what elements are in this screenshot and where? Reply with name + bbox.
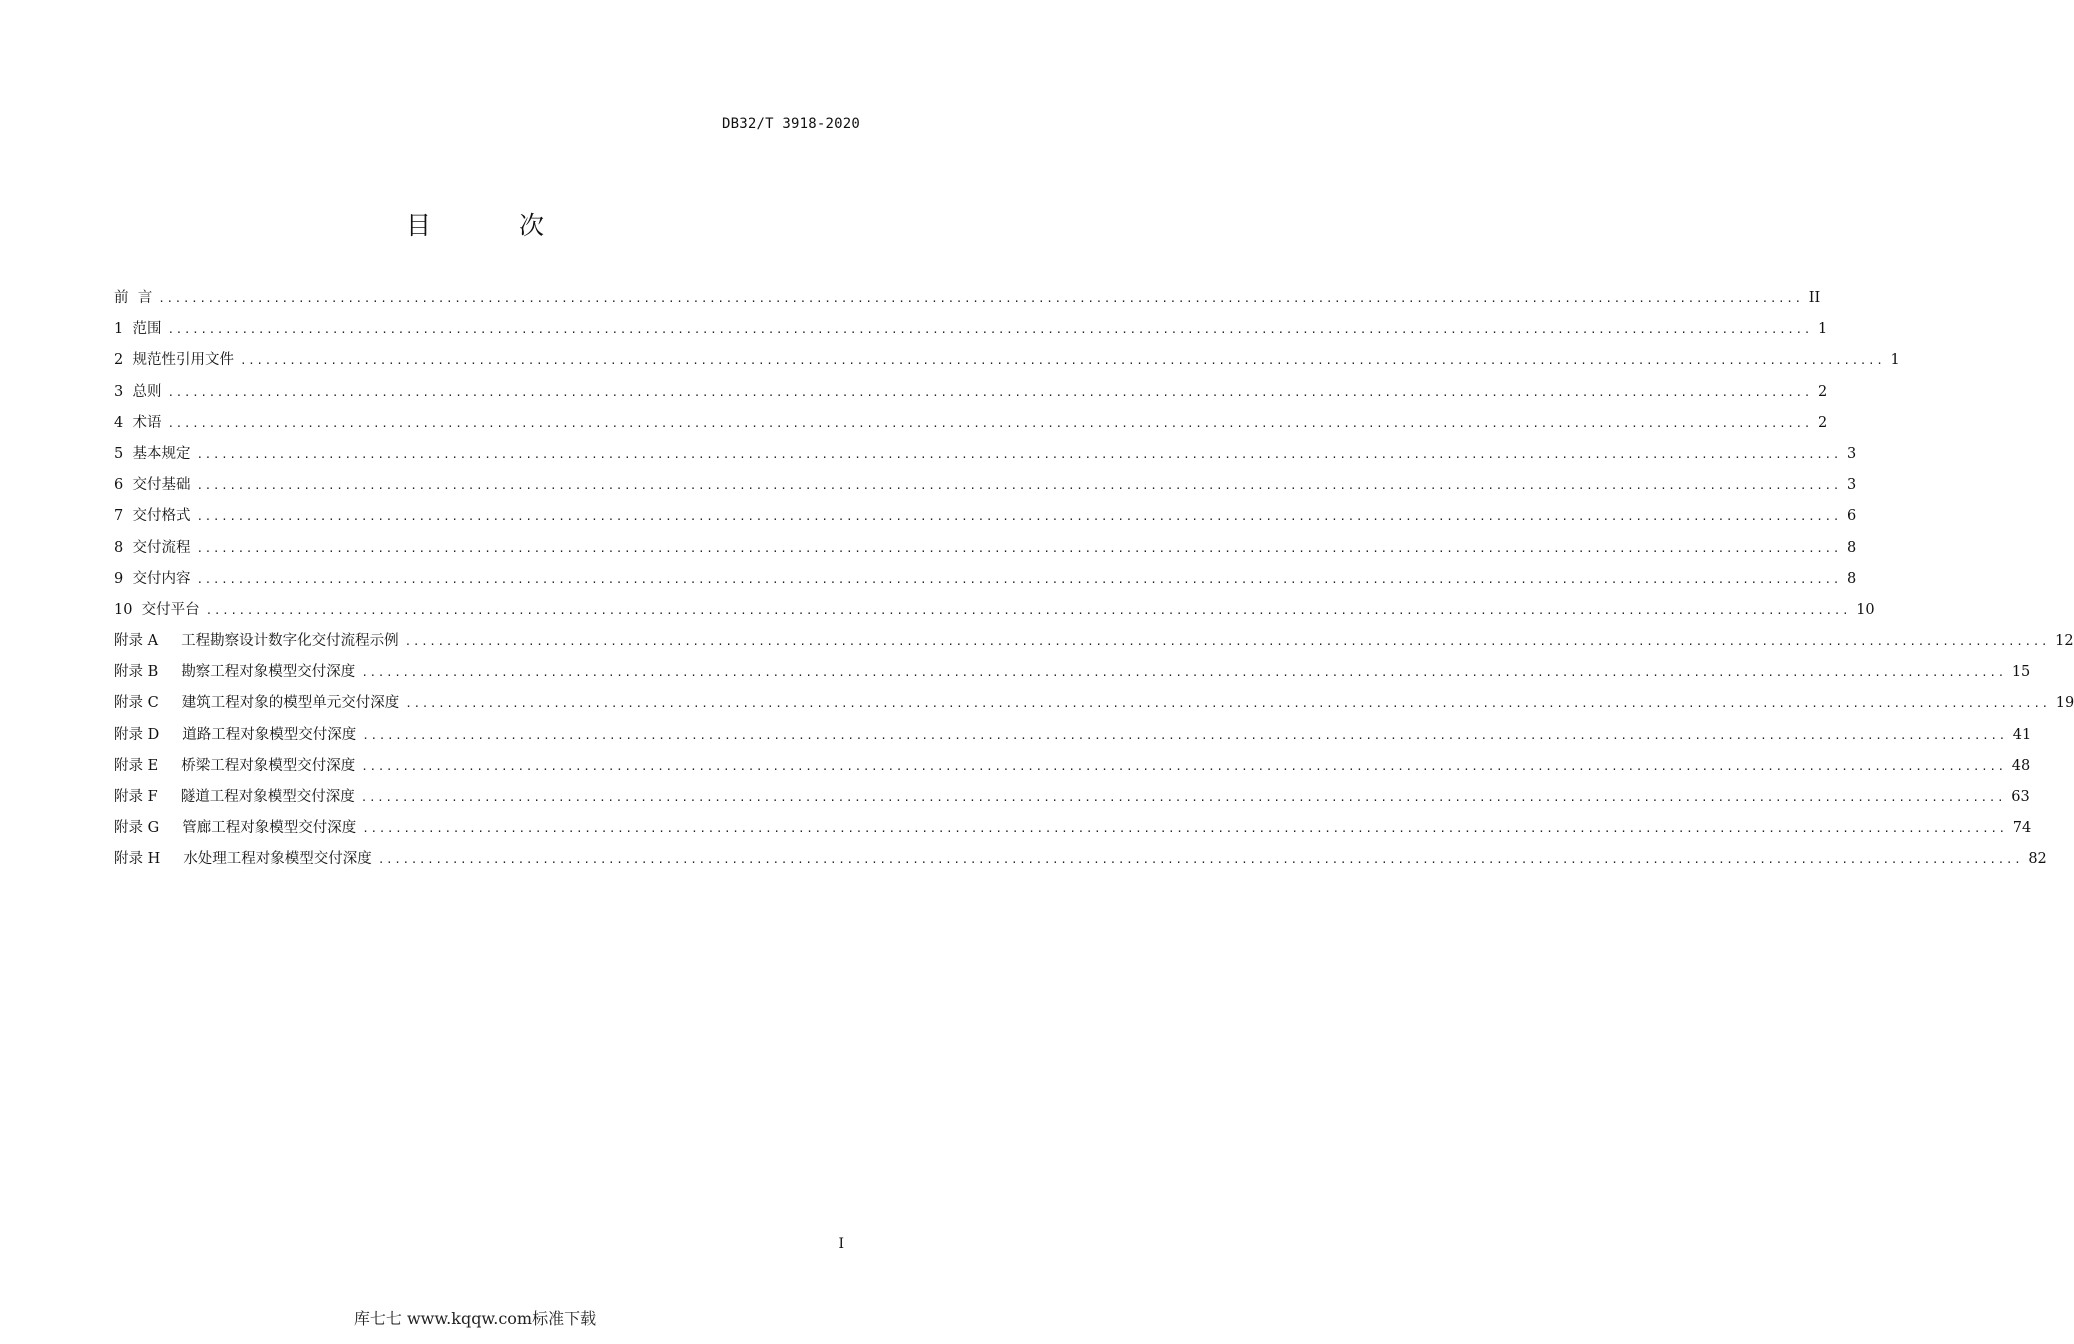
toc-entry-page: 82 xyxy=(2028,851,2047,868)
toc-entry-label: 术语 xyxy=(132,414,162,431)
toc-entry-number: 前 言 xyxy=(114,290,153,306)
page-number: I xyxy=(838,1236,844,1252)
toc-entry-number: 附录 H xyxy=(114,851,184,868)
toc-entry[interactable] xyxy=(114,349,1900,380)
toc-leader-dots: ........................................................................................................................................................................................................ xyxy=(205,603,1851,617)
toc-entry-label: 交付基础 xyxy=(132,477,191,494)
toc-entry-label: 工程勘察设计数字化交付流程示例 xyxy=(181,633,399,650)
toc-entry-label: 交付平台 xyxy=(141,601,200,618)
toc-entry-label: 范围 xyxy=(132,321,162,338)
toc-entry-number: 10 xyxy=(114,601,142,618)
toc-entry-label: 规范性引用文件 xyxy=(132,352,234,369)
toc-entry-label: 交付流程 xyxy=(132,539,191,556)
page-title: 目 次 xyxy=(406,211,584,240)
toc-entry-page: 3 xyxy=(1846,477,1857,494)
toc-leader-dots: ........................................................................................................................................................................................................ xyxy=(362,822,2007,836)
toc-entry-number: 附录 F xyxy=(114,789,181,805)
toc-leader-dots: ........................................................................................................................................................................................................ xyxy=(196,541,1841,555)
toc-leader-dots: ........................................................................................................................................................................................................ xyxy=(196,572,1841,586)
toc-entry-page: 2 xyxy=(1817,383,1828,400)
toc-entry-number: 附录 C xyxy=(114,695,182,712)
toc-leader-dots: ........................................................................................................................................................................................................ xyxy=(167,416,1812,430)
toc-entry-number: 附录 E xyxy=(114,757,182,774)
toc-entry-page: 6 xyxy=(1846,508,1857,525)
toc-entry-label: 道路工程对象模型交付深度 xyxy=(182,726,357,743)
toc-entry[interactable] xyxy=(114,537,1857,568)
toc-entry-label: 基本规定 xyxy=(132,445,191,462)
toc-entry[interactable] xyxy=(114,692,2074,723)
toc-entry-label: 交付内容 xyxy=(132,570,191,587)
toc-entry-page: 74 xyxy=(2012,820,2032,837)
toc-entry-page: 3 xyxy=(1846,445,1857,462)
toc-leader-dots: ........................................................................................................................................................................................................ xyxy=(167,323,1812,337)
toc-entry[interactable] xyxy=(114,381,1828,412)
toc-entry[interactable] xyxy=(114,505,1857,536)
toc-leader-dots: ........................................................................................................................................................................................................ xyxy=(361,666,2006,680)
toc-entry-label: 管廊工程对象模型交付深度 xyxy=(182,820,357,837)
toc-leader-dots: ........................................................................................................................................................................................................ xyxy=(362,728,2007,742)
standard-code: DB32/T 3918-2020 xyxy=(721,116,860,132)
toc-entry-page: 8 xyxy=(1846,539,1857,556)
toc-entry-label: 水处理工程对象模型交付深度 xyxy=(183,851,372,868)
toc-entry[interactable] xyxy=(114,599,1875,630)
toc-entry-page: 41 xyxy=(2012,726,2032,743)
toc-leader-dots: ........................................................................................................................................................................................................ xyxy=(239,354,1885,368)
toc-entry[interactable] xyxy=(114,817,2032,848)
toc-entry-page: 10 xyxy=(1856,601,1875,618)
toc-entry-label: 勘察工程对象模型交付深度 xyxy=(181,664,356,681)
toc-entry-number: 8 xyxy=(114,539,133,556)
toc-entry-page: 1 xyxy=(1817,321,1828,338)
toc-entry-page: 1 xyxy=(1890,352,1900,369)
toc-entry[interactable] xyxy=(114,755,2031,786)
toc-entry-page: 19 xyxy=(2055,695,2074,712)
toc-entry-label: 桥梁工程对象模型交付深度 xyxy=(181,757,356,774)
toc-entry-number: 2 xyxy=(114,352,133,369)
toc-entry-page: II xyxy=(1808,290,1821,306)
toc-entry-page: 12 xyxy=(2055,633,2074,650)
toc-entry[interactable] xyxy=(114,443,1857,474)
toc-entry-number: 9 xyxy=(114,570,133,587)
toc-entry[interactable] xyxy=(114,474,1857,505)
toc-entry-number: 5 xyxy=(114,445,133,462)
toc-entry-number: 6 xyxy=(114,477,133,494)
toc-entry-label: 总则 xyxy=(132,383,162,400)
toc-leader-dots: ........................................................................................................................................................................................................ xyxy=(196,479,1841,493)
footer-watermark: 库七七 www.kqqw.com标准下载 xyxy=(353,1309,597,1328)
toc-entry-number: 4 xyxy=(114,414,133,431)
toc-entry-number: 3 xyxy=(114,383,133,400)
toc-entry[interactable] xyxy=(114,412,1828,443)
toc-leader-dots: ........................................................................................................................................................................................................ xyxy=(196,447,1841,461)
toc-entry-label: 建筑工程对象的模型单元交付深度 xyxy=(181,695,400,712)
toc-entry[interactable] xyxy=(114,724,2032,755)
toc-entry[interactable] xyxy=(114,568,1857,599)
toc-leader-dots: ........................................................................................................................................................................................................ xyxy=(361,759,2006,773)
toc-entry-page: 63 xyxy=(2011,789,2030,805)
toc-entry-page: 8 xyxy=(1846,570,1857,587)
toc-entry[interactable] xyxy=(114,318,1828,349)
toc-entry[interactable] xyxy=(114,661,2031,692)
toc-leader-dots: ........................................................................................................................................................................................................ xyxy=(158,292,1803,305)
toc-leader-dots: ........................................................................................................................................................................................................ xyxy=(360,791,2006,804)
toc-entry-number: 7 xyxy=(114,508,133,525)
toc-entry-number: 1 xyxy=(114,321,133,338)
toc-leader-dots: ........................................................................................................................................................................................................ xyxy=(404,635,2050,649)
toc-leader-dots: ........................................................................................................................................................................................................ xyxy=(377,853,2023,867)
toc-leader-dots: ........................................................................................................................................................................................................ xyxy=(405,697,2050,711)
toc-entry-page: 48 xyxy=(2011,757,2031,774)
toc-entry-number: 附录 A xyxy=(114,633,182,650)
toc-entry-page: 15 xyxy=(2011,664,2031,681)
toc-leader-dots: ........................................................................................................................................................................................................ xyxy=(167,385,1812,399)
toc-entry[interactable] xyxy=(114,848,2047,879)
toc-entry-number: 附录 D xyxy=(114,726,183,743)
toc-entry[interactable] xyxy=(114,786,2030,817)
toc-leader-dots: ........................................................................................................................................................................................................ xyxy=(196,510,1841,524)
toc-entry-label: 交付格式 xyxy=(132,508,191,525)
toc-entry-number: 附录 G xyxy=(114,820,183,837)
toc-entry[interactable] xyxy=(114,287,1821,318)
toc-entry-number: 附录 B xyxy=(114,664,182,681)
toc-entry-label: 隧道工程对象模型交付深度 xyxy=(180,789,355,805)
toc-entry-page: 2 xyxy=(1817,414,1828,431)
table-of-contents xyxy=(114,287,2074,880)
toc-entry[interactable] xyxy=(114,630,2074,661)
